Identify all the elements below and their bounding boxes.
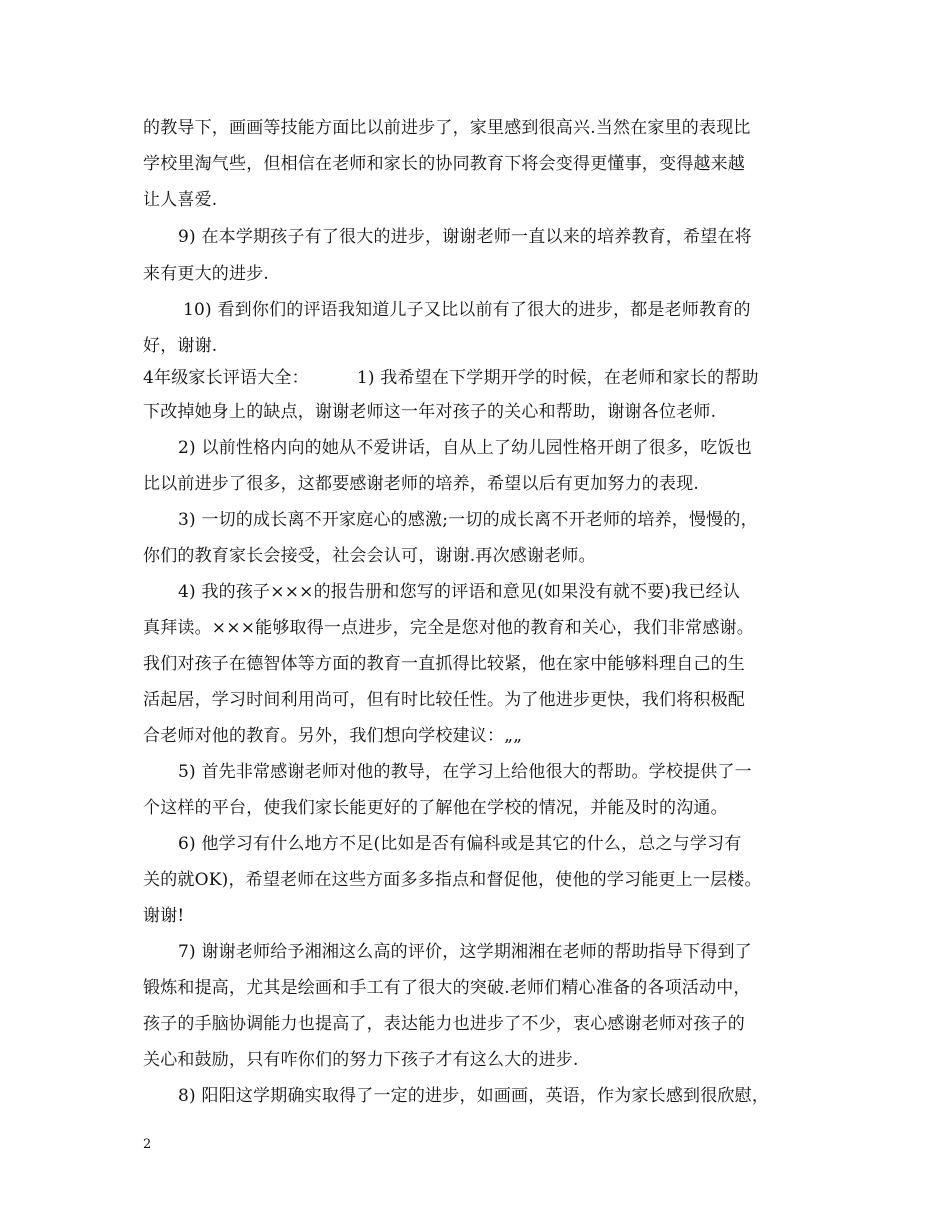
text-line: 个这样的平台，使我们家长能更好的了解他在学校的情况，并能及时的沟通。 <box>143 798 728 818</box>
text-line: 让人喜爱. <box>143 190 218 210</box>
page-number: 2 <box>143 1137 152 1152</box>
text-line: 比以前进步了很多，这都要感谢老师的培养，希望以后有更加努力的表现. <box>143 474 700 494</box>
text-line: 活起居，学习时间利用尚可，但有时比较任性。为了他进步更快，我们将积极配 <box>143 690 745 710</box>
text-line: 2) 以前性格内向的她从不爱讲话，自从上了幼儿园性格开朗了很多，吃饭也 <box>178 438 752 458</box>
text-line: 的教导下，画画等技能方面比以前进步了，家里感到很高兴.当然在家里的表现比 <box>143 118 751 138</box>
text-line: 谢谢! <box>143 906 185 926</box>
text-line: 3) 一切的成长离不开家庭心的感激;一切的成长离不开老师的培养，慢慢的， <box>178 510 758 530</box>
text-line: 6) 他学习有什么地方不足(比如是否有偏科或是其它的什么，总之与学习有 <box>178 834 742 854</box>
text-line: 学校里淘气些，但相信在老师和家长的协同教育下将会变得更懂事，变得越来越 <box>143 154 745 174</box>
text-line: 我们对孩子在德智体等方面的教育一直抓得比较紧，他在家中能够料理自己的生 <box>143 654 745 674</box>
text-line: 1) 我希望在下学期开学的时候，在老师和家长的帮助 <box>356 368 759 388</box>
text-line: 下改掉她身上的缺点，谢谢老师这一年对孩子的关心和帮助，谢谢各位老师. <box>143 402 717 422</box>
section-heading: 4年级家长评语大全： <box>143 368 309 388</box>
text-line: 9) 在本学期孩子有了很大的进步，谢谢老师一直以来的培养教育，希望在将 <box>178 227 752 247</box>
text-line: 好，谢谢. <box>143 336 218 356</box>
text-line: 来有更大的进步. <box>143 264 270 284</box>
text-line: 合老师对他的教育。另外，我们想向学校建议：„„ <box>143 726 523 746</box>
text-line: 你们的教育家长会接受，社会会认可，谢谢.再次感谢老师。 <box>143 546 596 566</box>
text-line: 8) 阳阳这学期确实取得了一定的进步，如画画，英语，作为家长感到很欣慰， <box>178 1086 770 1106</box>
text-line: 关的就OK)，希望老师在这些方面多多指点和督促他，使他的学习能更上一层楼。 <box>143 870 762 890</box>
text-line: 关心和鼓励，只有咋你们的努力下孩子才有这么大的进步. <box>143 1050 579 1070</box>
section-heading-line <box>143 368 759 388</box>
text-line: 孩子的手脑协调能力也提高了，表达能力也进步了不少，衷心感谢老师对孩子的 <box>143 1014 745 1034</box>
text-line: 真拜读。×××能够取得一点进步，完全是您对他的教育和关心，我们非常感谢。 <box>143 618 754 638</box>
text-line: 4) 我的孩子×××的报告册和您写的评语和意见(如果没有就不要)我已经认 <box>178 582 741 602</box>
text-line: 5) 首先非常感谢老师对他的教导，在学习上给他很大的帮助。学校提供了一 <box>178 762 752 782</box>
text-line: 10) 看到你们的评语我知道儿子又比以前有了很大的进步，都是老师教育的 <box>183 300 751 320</box>
text-line: 锻炼和提高，尤其是绘画和手工有了很大的突破.老师们精心准备的各项活动中， <box>143 978 751 998</box>
text-line: 7) 谢谢老师给予湘湘这么高的评价，这学期湘湘在老师的帮助指导下得到了 <box>178 942 752 962</box>
